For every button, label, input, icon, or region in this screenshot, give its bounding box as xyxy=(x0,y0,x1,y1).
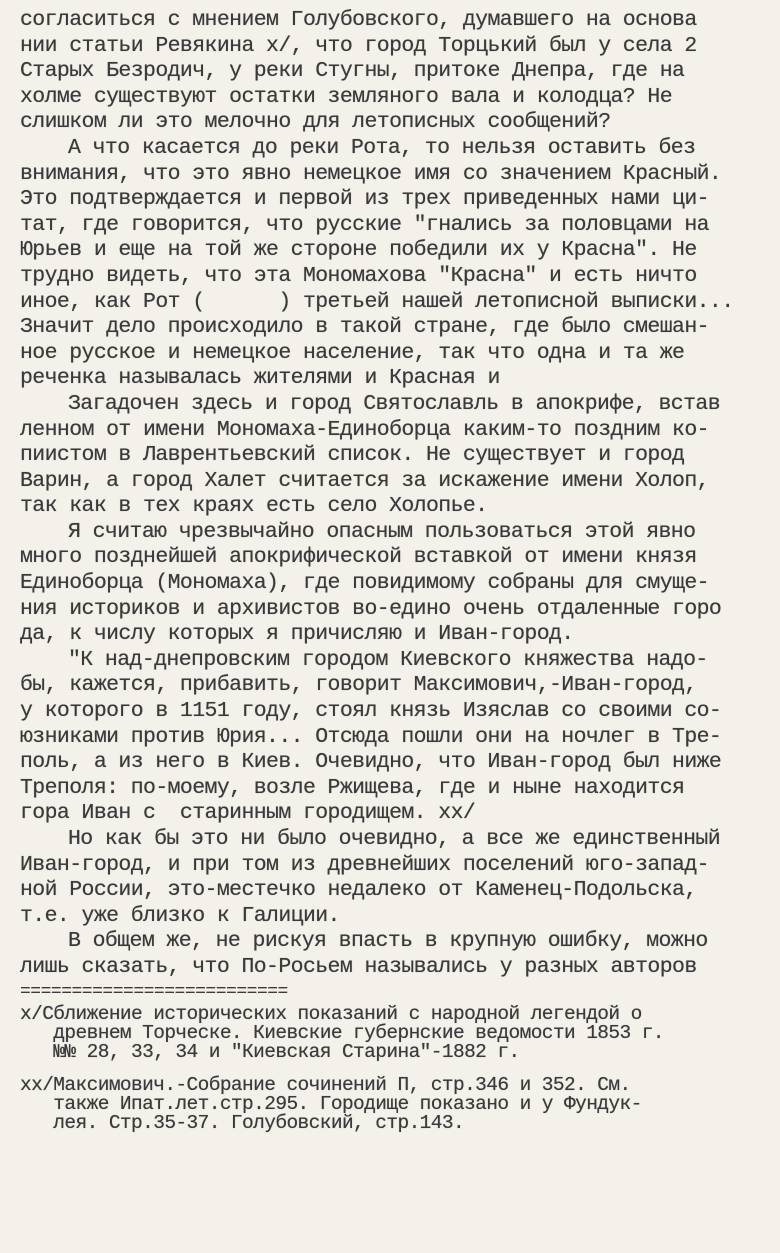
text-line: т.е. уже близко к Галиции. xyxy=(20,903,340,928)
text-line: иное, как Рот ( ) третьей нашей летописной выписки... xyxy=(20,289,734,314)
paragraph-first-line: В общем же, не рискуя впасть в крупную ошибку, можно xyxy=(68,929,708,954)
footnote-line: xx/Максимович.-Собрание сочинений П, стр.346 и 352. См. xyxy=(20,1073,631,1096)
text-line: так как в тех краях есть село Холопье. xyxy=(20,494,488,519)
text-line: тат, где говорится, что русские "гнались за половцами на xyxy=(20,212,709,237)
text-line: Единоборца (Мономаха), где повидимому собраны для смуще- xyxy=(20,571,709,596)
footnote xyxy=(20,1002,766,1063)
text-line: ной России, это-местечко недалеко от Каменец-Подольска, xyxy=(20,878,697,903)
text-line: поль, а из него в Киев. Очевидно, что Иван-город был ниже xyxy=(20,750,722,775)
text-line: Это подтверждается и первой из трех приведенных нами ци- xyxy=(20,187,709,212)
text-line: да, к числу которых я причисляю и Иван-город. xyxy=(20,622,574,647)
text-line: много позднейшей апокрифической вставкой от имени князя xyxy=(20,545,697,570)
text-line: у которого в 1151 году, стоял князь Изяслав со своими со- xyxy=(20,699,722,724)
text-line: Значит дело происходило в такой стране, где было смешан- xyxy=(20,315,709,340)
footnote-line: древнем Торческе. Киевские губернские ведомости 1853 г. xyxy=(20,1021,664,1044)
paragraph-first-line: Загадочен здесь и город Святославль в апокрифе, встав xyxy=(68,391,721,416)
footnote-separator: ========================== xyxy=(20,981,288,1002)
text-line: внимания, что это явно немецкое имя со значением Красный. xyxy=(20,161,722,186)
text-line: Варин, а город Халет считается за искажение имени Холоп, xyxy=(20,468,709,493)
body-text xyxy=(20,8,766,981)
footnotes xyxy=(20,1002,766,1134)
footnote-line: также Ипат.лет.стр.295. Городище показано и у Фундук- xyxy=(20,1092,642,1115)
text-line: трудно видеть, что эта Мономахова "Красна" и есть ничто xyxy=(20,263,697,288)
text-line: Юрьев и еще на той же стороне победили их у Красна". Не xyxy=(20,238,697,263)
text-line: Старых Безродич, у реки Стугны, притоке Днепра, где на xyxy=(20,59,685,84)
text-line: юзниками против Юрия... Отсюда пошли они на ночлег в Тре- xyxy=(20,724,722,749)
paragraph-first-line: Я считаю чрезвычайно опасным пользоваться этой явно xyxy=(68,519,696,544)
text-line: нии статьи Ревякина x/, что город Торцький был у села 2 xyxy=(20,33,697,58)
text-line: ное русское и немецкое население, так что одна и та же xyxy=(20,340,685,365)
text-line: Треполя: по-моему, возле Ржищева, где и ныне находится xyxy=(20,775,685,800)
paragraph-first-line: Но как бы это ни было очевидно, а все же единственный xyxy=(68,827,721,851)
footnote xyxy=(20,1073,766,1134)
text-line: ленном от имени Мономаха-Единоборца каким-то поздним ко- xyxy=(20,417,709,442)
text-line: слишком ли это мелочно для летописных сообщений? xyxy=(20,110,611,135)
text-line: холме существуют остатки земляного вала и колодца? Не xyxy=(20,84,673,109)
footnote-line: №№ 28, 33, 34 и "Киевская Старина"-1882 г. xyxy=(20,1040,520,1063)
paragraph-first-line: "К над-днепровским городом Киевского княжества надо- xyxy=(68,647,708,672)
text-line: ния историков и архивистов во-едино очень отдаленные горо xyxy=(20,596,722,621)
text-line: Иван-город, и при том из древнейших поселений юго-запад- xyxy=(20,852,709,877)
paragraph-first-line: А что касается до реки Рота, то нельзя оставить без xyxy=(68,135,696,160)
text-line: гора Иван с старинным городищем. xx/ xyxy=(20,801,476,826)
text-line: реченка называлась жителями и Красная и xyxy=(20,366,500,391)
footnote-line: лея. Стр.35-37. Голубовский, стр.143. xyxy=(20,1111,465,1134)
text-line: лишь сказать, что По-Росьем назывались у разных авторов xyxy=(20,954,697,979)
text-line: пиистом в Лаврентьевский список. Не существует и город xyxy=(20,443,685,468)
text-line: согласиться с мнением Голубовского, думавшего на основа xyxy=(20,8,697,32)
text-line: бы, кажется, прибавить, говорит Максимович,-Иван-город, xyxy=(20,673,697,698)
footnote-line: x/Сближение исторических показаний с народной легендой о xyxy=(20,1002,642,1025)
